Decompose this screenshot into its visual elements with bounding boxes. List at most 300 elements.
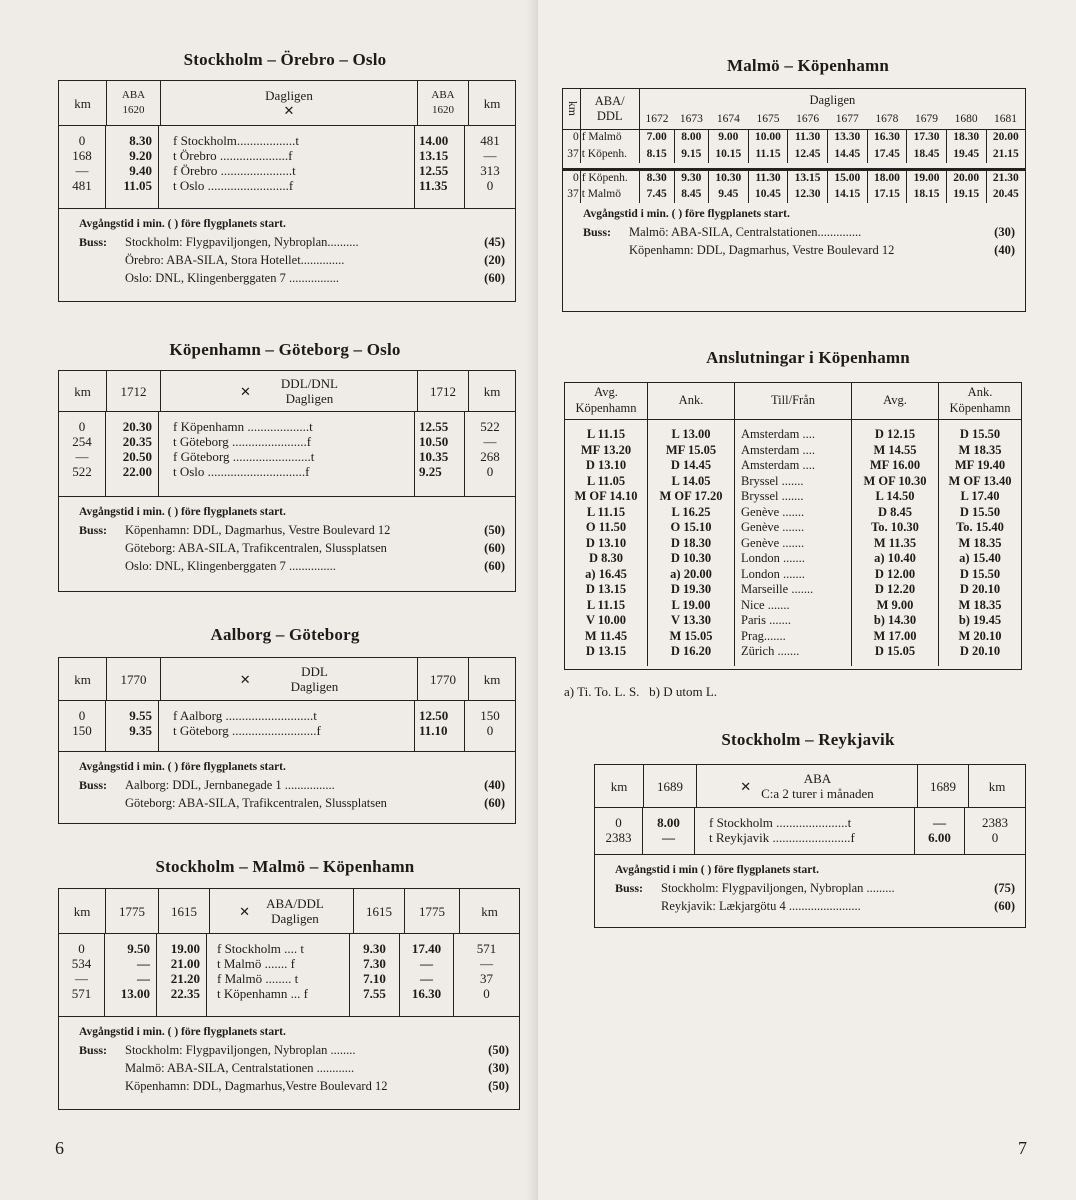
cell: 0 [483,986,490,1001]
km-column [465,412,515,496]
time-cell: 14.15 [827,186,867,203]
header-flight-number: 1770 [418,658,469,700]
departure-cell: M 9.00 [852,598,939,614]
arrival-cell: D 15.50 [959,427,1001,441]
cell: 13.00 [120,986,150,1001]
time-cell: 14.45 [827,146,867,163]
cell: t Örebro .....................f [173,148,293,163]
departure-column [106,412,159,496]
bus-minutes: (30) [488,1061,509,1075]
connection-row [565,474,1021,490]
bus-label [79,557,125,575]
bus-label: Buss: [79,778,108,792]
departure-cell: a) 16.45 [565,567,648,583]
time-cell: 11.30 [788,129,828,146]
km-column [965,808,1025,854]
cell: 21.00 [170,956,200,971]
km-column [465,126,515,208]
cell: 22.35 [170,986,200,1001]
flight-number: 1677 [827,111,867,129]
stations-column [207,934,350,1016]
destination-cell: Nice ....... [735,598,852,614]
cell: 313 [480,163,500,178]
departure-column [106,126,159,208]
departure-cell: D 12.20 [852,582,939,598]
bus-minutes: (60) [484,541,505,555]
departure-note: Avgångstid i min. ( ) före flygplanets start. [79,1026,286,1038]
time-cell: 18.45 [907,146,947,163]
header-km: km [483,671,501,687]
header-km: km [483,383,501,399]
header-arrival: Ank. [648,383,735,419]
stations-column [159,126,415,208]
departure-cell: M OF 10.30 [852,474,939,490]
header-km: km [563,89,580,129]
arrival-cell: a) 20.00 [648,567,735,583]
arrival-cell: D 10.30 [648,551,735,567]
cell: — [933,815,946,830]
cell: 9.30 [363,941,386,956]
connection-row [565,536,1021,552]
connection-row [565,567,1021,583]
bus-minutes: (60) [994,899,1015,913]
header-service [161,81,418,125]
time-cell: 8.00 [674,129,708,146]
return-rows [563,169,1025,203]
header-frequency: Dagligen [809,92,856,107]
bus-location: Köpenhamn: DDL, Dagmarhus,Vestre Boulevard 12 [125,1079,388,1093]
bus-location: Malmö: ABA-SILA, Centralstationen ............ [125,1061,355,1075]
time-cell: 17.15 [867,186,907,203]
header-km: km [483,95,501,111]
time-cell: 18.15 [907,186,947,203]
departure-column [105,934,157,1016]
departure-cell: O 11.50 [565,520,648,536]
bus-location: Aalborg: DDL, Jernbanegade 1 ................ [125,778,335,792]
departure-cell: L 11.15 [565,505,648,521]
bus-location: Stockholm: Flygpaviljongen, Nybroplan ......... [661,881,895,895]
flight-number: 1679 [907,111,947,129]
bus-list [79,233,505,287]
arrival-cell: M 18.35 [958,535,1002,550]
bus-location: Göteborg: ABA-SILA, Trafikcentralen, Slussplatsen [125,796,387,810]
cell: 8.30 [129,133,152,148]
connection-row [565,613,1021,629]
arrival-cell: M 18.35 [958,597,1002,612]
return-column [350,934,400,1016]
header-km: km [481,903,498,919]
shuttle-row [563,169,1025,186]
time-cell: 17.30 [907,129,947,146]
connection-row [565,629,1021,645]
time-cell: 12.45 [788,146,828,163]
flight-number: 1681 [986,111,1025,129]
destination-cell: Genève ....... [735,505,852,521]
bus-label [79,794,125,812]
plane-icon: ✕ [740,778,752,794]
page-number: 7 [1018,1138,1027,1158]
header-flight-number: 1620 [122,104,145,116]
page-number: 6 [55,1138,64,1158]
bus-line [79,1077,509,1095]
bus-location: Reykjavik: Lækjargötu 4 ....................... [661,899,861,913]
timetable-rows [59,126,515,208]
bus-line [79,251,505,269]
connection-row [565,551,1021,567]
arrival-cell: V 13.30 [648,613,735,629]
bus-location: Örebro: ABA-SILA, Stora Hotellet.............. [125,253,345,267]
cell: — [480,956,493,971]
destination-cell: Amsterdam .... [735,443,852,459]
km-column [59,701,106,751]
bus-label [583,241,629,259]
timetable-rows [59,701,515,751]
cell: 6.00 [928,830,951,845]
time-cell: 18.30 [946,129,986,146]
departure-cell: D 13.15 [565,644,648,660]
bus-line [79,521,505,539]
header-frequency: C:a 2 turer i månaden [761,786,874,801]
outbound-rows [563,129,1025,163]
header-flight-number: 1712 [107,371,161,411]
cell: t Köpenhamn ... f [217,986,308,1001]
table-title: Anslutningar i Köpenhamn [706,348,910,367]
departure-note: Avgångstid i min. ( ) före flygplanets start. [79,761,286,773]
departure-cell: D 13.10 [565,536,648,552]
flight-number: 1672 [639,111,674,129]
arrival-cell: O 15.10 [648,520,735,536]
cell: 0 [615,815,622,830]
table-title: Köpenhamn – Göteborg – Oslo [169,340,401,359]
time-cell: 10.15 [709,146,749,163]
departure-cell: D 8.30 [565,551,648,567]
arrival-cell: MF 15.05 [648,443,735,459]
header-service [161,658,418,700]
connection-row [565,427,1021,443]
cell: f Örebro ......................t [173,163,296,178]
cell: 13.15 [419,148,449,163]
bus-minutes: (40) [994,243,1015,257]
destination-cell: Genève ....... [735,520,852,536]
cell: f Stockholm ......................t [709,815,852,830]
header-km: km [59,81,107,125]
bus-line [79,1041,509,1059]
bus-label [79,1077,125,1095]
cell: 16.30 [411,986,442,1001]
bus-location: Stockholm: Flygpaviljongen, Nybroplan.......... [125,235,359,249]
header-service [161,371,418,411]
departure-cell: To. 10.30 [852,520,939,536]
connection-row [565,443,1021,459]
stations-column [695,808,915,854]
cell: 7.30 [363,956,386,971]
table-title: Stockholm – Malmö – Köpenhamn [155,857,415,876]
header-flight-number: 1689 [644,765,697,807]
cell: — [75,971,88,986]
destination-cell: London ....... [735,567,852,583]
arrival-cell: D 20.10 [959,582,1001,596]
cell: 9.20 [129,148,152,163]
time-cell: 11.30 [748,169,788,186]
connections-header [565,383,1021,419]
departure-cell: D 8.45 [852,505,939,521]
cell: 9.50 [127,941,150,956]
bus-line [79,539,505,557]
cell: 522 [480,419,500,434]
cell: 150 [480,708,500,723]
plane-icon: ✕ [239,903,251,919]
arrival-cell: L 16.25 [648,505,735,521]
bus-label [79,269,125,287]
cell: 37 [480,971,493,986]
header-km: km [595,765,644,807]
departure-cell: MF 13.20 [565,443,648,459]
destination-cell: Bryssel ....... [735,489,852,505]
plane-icon: ✕ [239,671,251,687]
timetable-notes [59,751,515,818]
flight-number: 1676 [788,111,828,129]
departure-cell: D 13.10 [565,458,648,474]
departure-cell: M 11.35 [852,536,939,552]
header-departure: Avg. [852,383,939,419]
timetable-notes [59,1016,519,1101]
time-cell: 9.45 [709,186,749,203]
timetable-stockholm-malmo-kopenhamn [58,888,520,1110]
header-frequency: Dagligen [265,88,313,103]
header-flight-number: 1775 [106,889,159,933]
km-cell: 0 [563,129,580,146]
departure-cell: D 12.00 [852,567,939,583]
connections-rows [565,427,1021,660]
bus-line [615,897,1015,915]
arrival-cell: D 15.50 [959,504,1001,519]
cell: 8.00 [657,815,680,830]
shuttle-row [563,129,1025,146]
departure-cell: L 11.15 [565,598,648,614]
header-airline: ABA/ DDL [580,89,639,129]
timetable-stockholm-orebro-oslo [58,80,516,302]
time-cell: 10.30 [709,169,749,186]
header-frequency: Dagligen [285,391,334,406]
time-cell: 15.00 [827,169,867,186]
departure-cell: D 12.15 [852,427,939,443]
header-airline: ABA [121,89,146,101]
time-cell: 9.15 [674,146,708,163]
timetable-aalborg-goteborg [58,657,516,824]
departure-note: Avgångstid i min. ( ) före flygplanets start. [79,506,286,518]
flight-number: 1680 [946,111,986,129]
arrival-cell: M 20.10 [958,628,1002,643]
bus-minutes: (20) [484,253,505,267]
connection-row [565,520,1021,536]
departure-cell: L 11.05 [565,474,648,490]
plane-icon: ✕ [240,383,251,399]
km-column [59,412,106,496]
bus-line [79,233,505,251]
arrival-cell: L 19.00 [648,598,735,614]
flight-number: 1678 [867,111,907,129]
bus-location: Köpenhamn: DDL, Dagmarhus, Vestre Boulevard 12 [629,243,895,257]
cell: 0 [78,708,86,723]
bus-line [615,879,1015,897]
connection-row [565,598,1021,614]
bus-line [79,557,505,575]
bus-location: Oslo: DNL, Klingenberggaten 7 ............... [125,559,336,573]
arrival-cell: b) 19.45 [958,613,1002,627]
arrival-cell: D 14.45 [648,458,735,474]
cell: 2383 [605,830,632,845]
cell: t Oslo ..............................f [173,464,310,479]
header-flight-number: 1615 [159,889,210,933]
header-airline: DDL [301,664,328,679]
cell: 7.55 [363,986,386,1001]
arrival-cell: L 17.40 [960,489,1000,503]
header-airline: ABA [803,771,832,786]
table-title: Aalborg – Göteborg [210,625,360,644]
flight-number: 1675 [748,111,788,129]
cell: — [483,434,497,449]
shuttle-row [563,146,1025,163]
cell: f Stockholm..................t [173,133,300,148]
plane-icon: ✕ [283,103,295,118]
bus-label: Buss: [79,1043,108,1057]
cell: 0 [486,464,494,479]
timetable-stockholm-reykjavik [594,764,1026,928]
cell: 12.50 [419,708,449,723]
bus-minutes: (60) [484,559,505,573]
cell: 11.10 [419,723,448,738]
cell: t Göteborg .......................f [173,434,312,449]
header-airline: ABA [431,89,455,101]
arrival-cell: M 18.35 [958,442,1002,457]
time-cell: 20.45 [992,188,1019,200]
arrival-cell: a) 15.40 [959,551,1001,565]
bus-minutes: (60) [484,271,505,285]
header-km: km [59,889,106,933]
return-column [415,412,465,496]
cell: 12.55 [419,163,449,178]
destination-cell: Paris ....... [735,613,852,629]
cell: 20.35 [122,434,152,449]
cell: 0 [486,178,494,193]
table-title: Malmö – Köpenhamn [726,56,890,75]
km-cell: 37 [563,186,580,203]
bus-line [79,776,505,794]
cell: — [137,956,150,971]
shuttle-table [563,89,1025,203]
header-service [210,889,354,933]
header-flight-number: 1689 [918,765,969,807]
time-cell: 17.45 [867,146,907,163]
arrival-cell: L 13.00 [648,427,735,443]
header-departure: Avg. Köpenhamn [565,383,648,419]
bus-minutes: (50) [488,1043,509,1057]
cell: 11.35 [419,178,448,193]
time-cell: 19.00 [907,169,947,186]
cell: 481 [480,133,500,148]
time-cell: 10.45 [748,186,788,203]
table-title: Stockholm – Reykjavik [721,730,895,749]
time-cell: 21.30 [992,171,1019,184]
bus-line [79,269,505,287]
cell: — [662,830,675,845]
bus-minutes: (50) [484,523,505,537]
departure-cell: M 11.45 [565,629,648,645]
cell: 268 [480,449,500,464]
header-airline: ABA/DDL [266,896,324,911]
station-cell: t Malmö [580,186,639,203]
connection-row [565,644,1021,660]
destination-cell: Marseille ....... [735,582,852,598]
time-cell: 7.00 [639,129,674,146]
station-cell: f Köpenh. [580,169,639,186]
header-frequency: Dagligen [290,679,339,694]
time-cell: 16.30 [867,129,907,146]
cell: f Stockholm .... t [217,941,305,956]
return-column [415,701,465,751]
bus-label [79,1059,125,1077]
cell: t Reykjavik ........................f [709,830,855,845]
cell: 9.35 [129,723,152,738]
bus-label [79,251,125,269]
stations-column [159,412,415,496]
arrival-cell: To. 15.40 [956,520,1004,534]
time-cell: 19.45 [946,146,986,163]
destination-cell: Genève ....... [735,536,852,552]
cell: 12.55 [419,419,449,434]
departure-cell: L 14.50 [852,489,939,505]
header-arrival: Ank. Köpenhamn [939,383,1022,419]
cell: 21.20 [170,971,200,986]
bus-location: Göteborg: ABA-SILA, Trafikcentralen, Slussplatsen [125,541,387,555]
cell: — [137,971,150,986]
cell: — [75,449,89,464]
cell: — [420,956,433,971]
time-cell: 13.30 [827,129,867,146]
arrival-cell: D 15.50 [959,566,1001,581]
cell: f Malmö ........ t [217,971,299,986]
bus-list [79,1041,509,1095]
timetable-malmo-kopenhamn [562,88,1026,312]
timetable-rows [595,808,1025,854]
footnote: a) Ti. To. L. S. b) D utom L. [564,684,718,699]
arrival-cell: M OF 17.20 [648,489,735,505]
time-cell: 11.15 [748,146,788,163]
timetable-notes [59,208,515,293]
bus-label: Buss: [583,225,612,239]
km-cell: 0 [563,169,580,186]
km-column [59,126,106,208]
time-cell: 9.00 [709,129,749,146]
connection-row [565,505,1021,521]
departure-cell: M 17.00 [852,629,939,645]
cell: 522 [72,464,92,479]
header-airline-flight [107,81,161,125]
timetable-notes [59,496,515,581]
km-column [59,934,105,1016]
bus-minutes: (30) [994,225,1015,239]
bus-minutes: (40) [484,778,505,792]
bus-list [79,521,505,575]
cell: 7.10 [363,971,386,986]
cell: 571 [476,941,497,956]
bus-line [583,223,1015,241]
departure-cell: b) 14.30 [852,613,939,629]
destination-cell: London ....... [735,551,852,567]
time-cell: 13.15 [788,169,828,186]
arrival-cell: D 18.30 [648,536,735,552]
departure-cell: M OF 14.10 [565,489,648,505]
